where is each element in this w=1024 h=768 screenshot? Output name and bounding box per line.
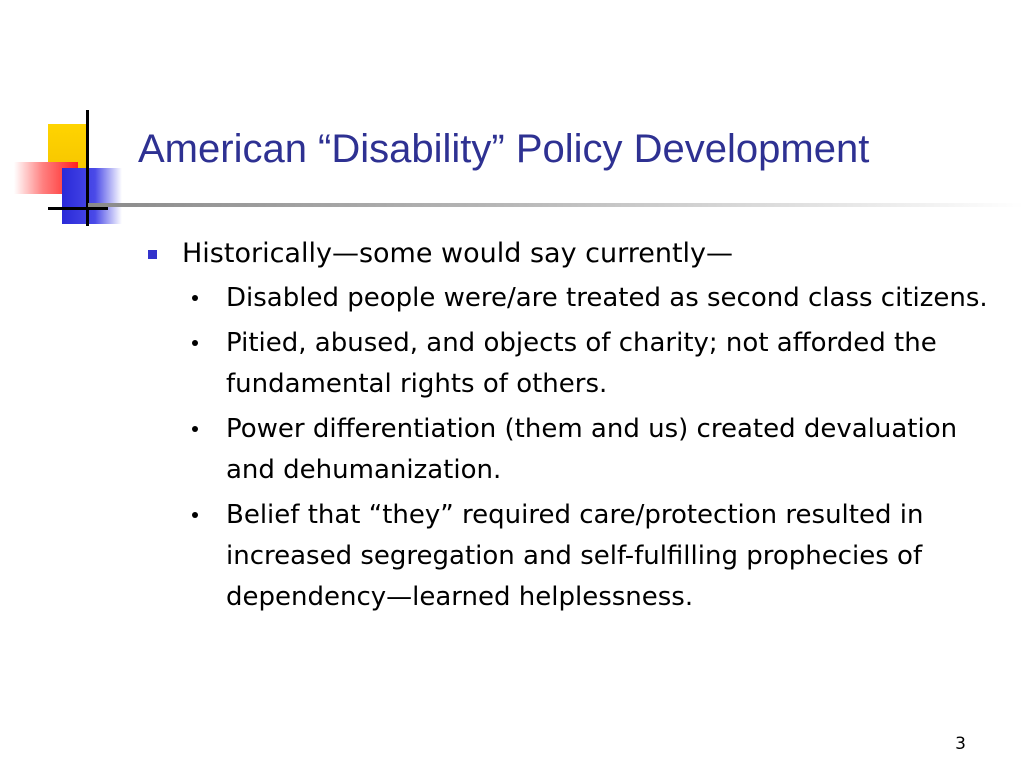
sub-bullet-text: Disabled people were/are treated as second class citizens. <box>226 283 988 313</box>
sub-bullet-item <box>192 409 1004 491</box>
title-underline-rule <box>88 203 1024 207</box>
sub-bullet-item <box>192 323 1004 405</box>
sub-bullet-text: Pitied, abused, and objects of charity; not afforded the fundamental rights of others. <box>226 328 937 399</box>
dot-bullet-icon <box>192 426 198 432</box>
bullet-text: Historically—some would say currently— <box>182 238 734 269</box>
sub-bullet-item <box>192 278 1004 319</box>
dot-bullet-icon <box>192 295 198 301</box>
sub-bullet-list <box>148 278 1004 618</box>
square-bullet-icon <box>148 250 157 259</box>
sub-bullet-container <box>148 278 1004 618</box>
page-number: 3 <box>955 734 966 754</box>
corner-decoration-blue-square <box>62 168 122 224</box>
sub-bullet-item <box>192 495 1004 618</box>
sub-bullet-text: Power differentiation (them and us) created devaluation and dehumanization. <box>226 414 958 485</box>
bullet-item <box>148 234 1004 274</box>
slide-title: American “Disability” Policy Development <box>138 127 870 171</box>
dot-bullet-icon <box>192 512 198 518</box>
dot-bullet-icon <box>192 340 198 346</box>
corner-decoration-horizontal-line <box>48 207 108 210</box>
bullet-list <box>148 234 1004 621</box>
sub-bullet-text: Belief that “they” required care/protection resulted in increased segregation and self-fulfilling prophecies of dependency—learned helplessness. <box>226 500 924 612</box>
